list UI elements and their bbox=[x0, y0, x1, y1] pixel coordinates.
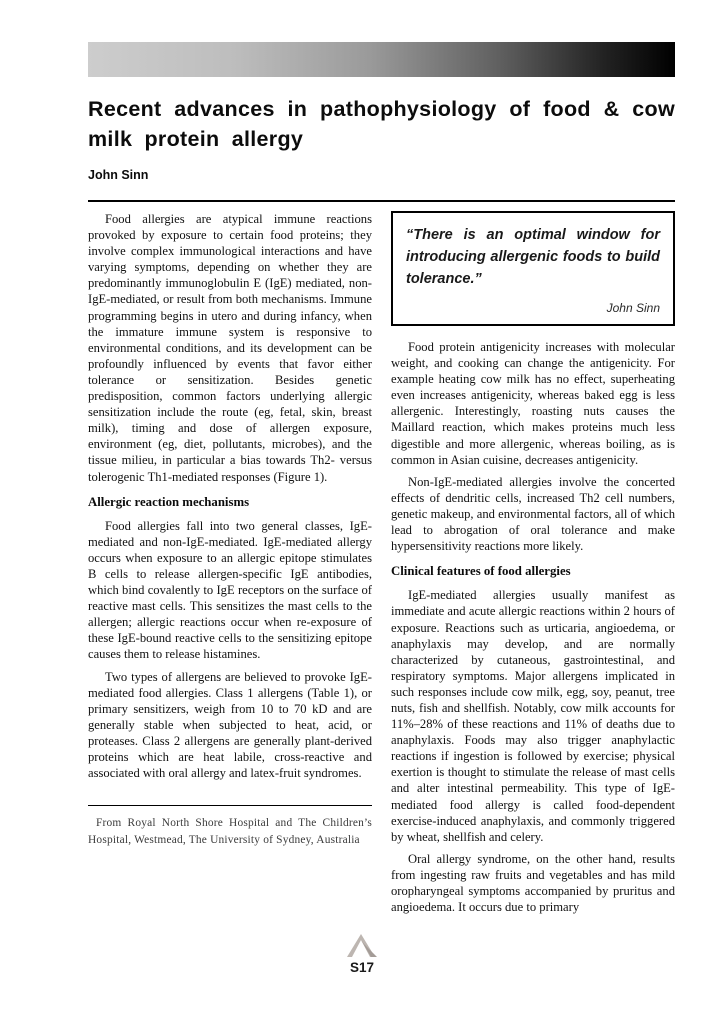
article-body bbox=[88, 211, 676, 915]
paragraph-antigenicity: Food protein antigenicity increases with molecular weight, and cooking can change the antigenicity. For example heating cow milk has no effect, superheating even increases antigenicity, whereas baked egg is less allergenic. Interestingly, roasting nuts causes the Maillard reaction, which makes proteins much less digestible and more allergenic, whereas boiling, as is common in Asian cuisine, decreases antigenicity. bbox=[391, 340, 675, 467]
paragraph-intro: Food allergies are atypical immune reactions provoked by exposure to certain food proteins; they involve complex immunological interactions and have varying symptoms, depending on whether they are predominantly immunoglobulin E (IgE) mediated, non-IgE-mediated, or result from both mechanisms. Immune programming begins in utero and during infancy, when the immature immune system is responsive to environmental conditions, and its development can be profoundly influenced by events that favor either tolerance or sensitization. Besides genetic predisposition, common factors underlying allergic sensitization include the route (eg, fetal, skin, breast milk), timing and dose of allergen exposure, environment (eg, diet, pollutants, microbes), and the tissue milieu, in particular a bias towards Th2- versus tolerogenic Th1-mediated responses (Figure 1). bbox=[88, 212, 372, 484]
page-number: S17 bbox=[349, 960, 375, 975]
page-footer bbox=[0, 933, 724, 975]
affiliation-footnote: From Royal North Shore Hospital and The Children’s Hospital, Westmead, The University of Sydney, Australia bbox=[88, 817, 372, 846]
footnote-divider bbox=[88, 805, 372, 806]
pull-quote-attribution: John Sinn bbox=[606, 301, 660, 315]
header-divider bbox=[88, 200, 675, 202]
pull-quote-text: “There is an optimal window for introducing allergenic foods to build tolerance.” bbox=[406, 227, 660, 287]
right-column bbox=[391, 211, 675, 915]
paragraph-ige-clinical: IgE-mediated allergies usually manifest as immediate and acute allergic reactions within 2 hours of exposure. Reactions such as urticaria, angioedema, or anaphylaxis may develop, and are normally characterized by cutaneous, gastrointestinal, and respiratory symptoms. Major allergens implicated in such responses include cow milk, egg, soy, peanut, tree nuts, fish and shellfish. Notably, cow milk accounts for 11%–28% of these reactions and 11% of deaths due to anaphylaxis. Foods may also trigger anaphylactic reactions if ingestion is followed by exercise; physical exertion is thought to stimulate the release of mast cells and alter intestinal permeability. This type of IgE-mediated food allergy is called food-dependent exercise-induced anaphylaxis, and commonly triggered by wheat, shellfish and celery. bbox=[391, 588, 675, 844]
left-column bbox=[88, 211, 372, 848]
paragraph-non-ige: Non-IgE-mediated allergies involve the concerted effects of dendritic cells, increased Th2 cell numbers, genetic makeup, and environmental factors, all of which lead to abrogation of oral tolerance and make hypersensitivity reactions more likely. bbox=[391, 474, 675, 554]
section-heading-allergic-reaction-mechanisms: Allergic reaction mechanisms bbox=[88, 494, 250, 509]
pull-quote-box bbox=[391, 211, 675, 326]
header-gradient-bar bbox=[88, 42, 675, 77]
publisher-logo-icon bbox=[346, 933, 378, 958]
page-title: Recent advances in pathophysiology of food & cow milk protein allergy bbox=[88, 97, 675, 151]
paragraph-oral-allergy: Oral allergy syndrome, on the other hand, results from ingesting raw fruits and vegetables and has mild oropharyngeal symptoms accompanied by pruritus and angioedema. It occurs due to primary bbox=[391, 851, 675, 915]
paragraph-allergen-types: Two types of allergens are believed to provoke IgE-mediated food allergies. Class 1 allergens (Table 1), or primary sensitizers, weigh from 10 to 70 kD and are generally stable when subjected to heat, acid, or proteases. Class 2 allergens are generally plant-derived proteins which are heat labile, cross-reactive and associated with oral allergy and latex-fruit syndromes. bbox=[88, 669, 372, 781]
section-heading-clinical-features: Clinical features of food allergies bbox=[391, 564, 571, 579]
paragraph-classes: Food allergies fall into two general classes, IgE-mediated and non-IgE-mediated. IgE-mediated allergy occurs when exposure to an allergic epitope stimulates B cells to release allergen-specific IgE antibodies, which bind covalently to IgE receptors on the surface of reactive mast cells. This sensitizes the mast cells to the allergen; allergic reactions occur when re-exposure of these IgE-bound reactive cells to the sensitizing epitope causes them to release histamines. bbox=[88, 518, 372, 662]
author-name: John Sinn bbox=[88, 168, 149, 182]
